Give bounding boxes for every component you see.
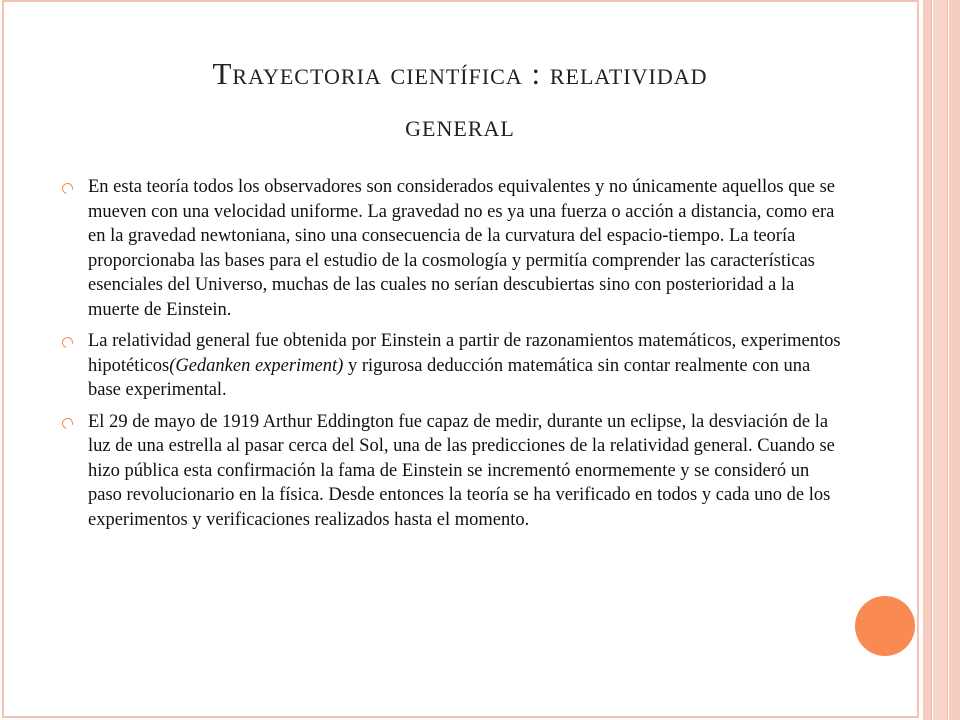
right-decor-line (931, 0, 932, 720)
bullet-italic-text: (Gedanken experiment) (169, 355, 344, 376)
bullet-icon (62, 418, 73, 429)
bullet-item (62, 329, 842, 403)
title-line-1: Trayectoria científica : relatividad (212, 56, 708, 91)
title-line-2: general (405, 108, 515, 143)
bullet-list (62, 175, 842, 539)
right-decor-band (949, 0, 960, 720)
right-decor-band (933, 0, 947, 720)
right-decor-band (923, 0, 931, 720)
decorative-circle (855, 596, 915, 656)
bullet-text: La relatividad general fue obtenida por Einstein a partir de razonamientos matemáticos, experimentos hipotéticos (88, 331, 841, 376)
right-decor-line (947, 0, 948, 720)
bullet-item (62, 175, 842, 322)
slide-title (80, 48, 840, 152)
bullet-icon (62, 337, 73, 348)
bullet-text: En esta teoría todos los observadores son considerados equivalentes y no únicamente aquellos que se mueven con una velocidad uniforme. La gravedad no es ya una fuerza o acción a distancia, como era en la gravedad newtoniana, sino una consecuencia de la curvatura del espacio-tiempo. La teoría proporcionaba las bases para el estudio de la cosmología y permitía comprender las características esenciales del Universo, muchas de las cuales no serían descubiertas sino con posterioridad a la muerte de Einstein. (88, 177, 835, 320)
bullet-icon (62, 183, 73, 194)
bullet-item (62, 410, 842, 533)
bullet-text: El 29 de mayo de 1919 Arthur Eddington fue capaz de medir, durante un eclipse, la desviación de la luz de una estrella al pasar cerca del Sol, una de las predicciones de la relatividad general. Cuando se hizo pública esta confirmación la fama de Einstein se incrementó enormemente y se consideró un paso revolucionario en la física. Desde entonces la teoría se ha verificado en todos y cada uno de los experimentos y verificaciones realizados hasta el momento. (88, 411, 835, 530)
bullet-text: y rigurosa deducción matemática sin contar realmente con una base experimental. (88, 355, 811, 400)
